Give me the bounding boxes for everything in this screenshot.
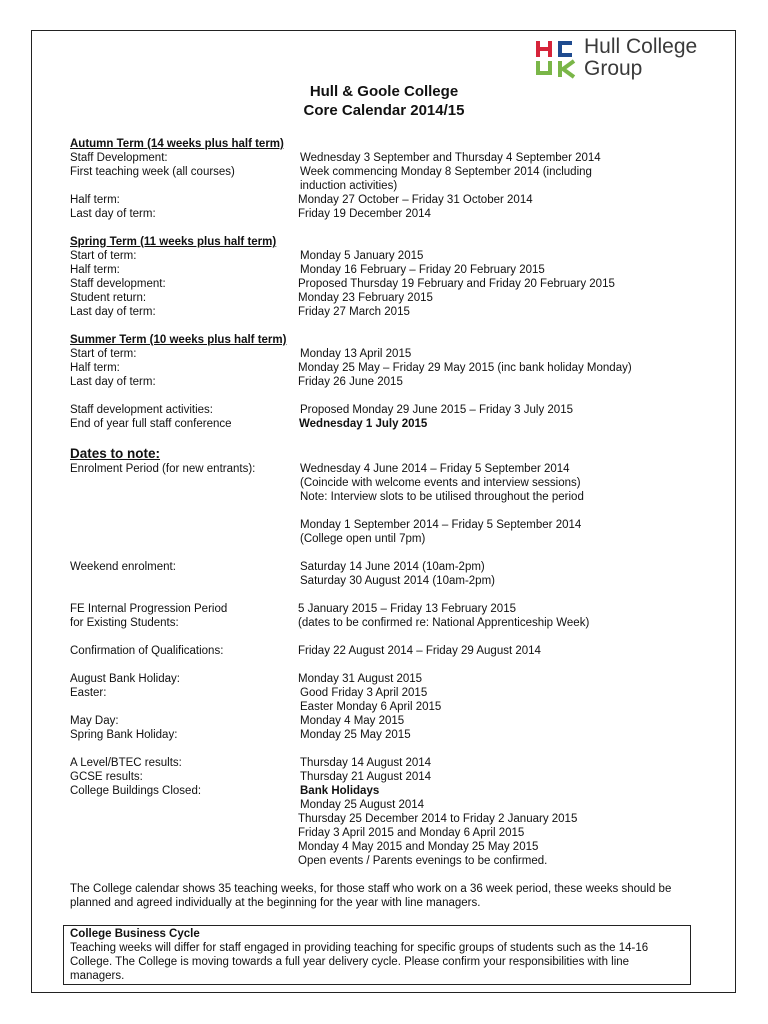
enrolment-line: (College open until 7pm) (300, 533, 426, 545)
easter-line: Good Friday 3 April 2015 (300, 687, 428, 699)
teaching-weeks-note: The College calendar shows 35 teaching weeks, for those staff who work on a 36 week period, these weeks should be planned and agreed individually at the beginning for the year with line managers. (70, 883, 672, 909)
logo-line-2: Group (584, 57, 643, 80)
autumn-value: Wednesday 3 September and Thursday 4 September 2014 (300, 152, 601, 164)
logo-text (584, 36, 697, 80)
autumn-value-cont: induction activities) (300, 180, 398, 192)
enrolment-label: Enrolment Period (for new entrants): (70, 463, 256, 475)
closed-line: Monday 25 August 2014 (300, 799, 425, 811)
weekend-enrolment-label: Weekend enrolment: (70, 561, 176, 573)
autumn-value: Week commencing Monday 8 September 2014 (including (300, 166, 592, 178)
summer-value: Monday 25 May – Friday 29 May 2015 (inc bank holiday Monday) (298, 362, 632, 374)
weekend-line: Saturday 14 June 2014 (10am-2pm) (300, 561, 485, 573)
may-day-label: May Day: (70, 715, 119, 727)
august-bank-holiday-value: Monday 31 August 2015 (298, 673, 423, 685)
easter-line: Easter Monday 6 April 2015 (300, 701, 442, 713)
spring-value: Monday 23 February 2015 (298, 292, 433, 304)
fe-line: (dates to be confirmed re: National Apprenticeship Week) (298, 617, 590, 629)
closed-line: Thursday 25 December 2014 to Friday 2 January 2015 (298, 813, 578, 825)
spring-bank-holiday-value: Monday 25 May 2015 (300, 729, 411, 741)
enrolment-line: Note: Interview slots to be utilised throughout the period (300, 491, 584, 503)
alevel-results-value: Thursday 14 August 2014 (300, 757, 432, 769)
spring-value: Friday 27 March 2015 (298, 306, 410, 318)
closed-line: Friday 3 April 2015 and Monday 6 April 2015 (298, 827, 525, 839)
spring-term-heading: Spring Term (11 weeks plus half term) (70, 236, 277, 248)
closed-line: Monday 4 May 2015 and Monday 25 May 2015 (298, 841, 539, 853)
enrolment-line: Wednesday 4 June 2014 – Friday 5 September 2014 (300, 463, 570, 475)
autumn-label: Last day of term: (70, 208, 156, 220)
autumn-label: Half term: (70, 194, 120, 206)
summer-term-heading: Summer Term (10 weeks plus half term) (70, 334, 287, 346)
spring-value: Monday 16 February – Friday 20 February 2015 (300, 264, 545, 276)
summer-value: Proposed Monday 29 June 2015 – Friday 3 July 2015 (300, 404, 573, 416)
gcse-results-value: Thursday 21 August 2014 (300, 771, 432, 783)
summer-value: Friday 26 June 2015 (298, 376, 403, 388)
document-title: Hull & Goole College (309, 83, 459, 100)
fe-progression-label: FE Internal Progression Period (70, 603, 228, 615)
buildings-closed-label: College Buildings Closed: (70, 785, 202, 797)
spring-bank-holiday-label: Spring Bank Holiday: (70, 729, 178, 741)
summer-label: Last day of term: (70, 376, 156, 388)
weekend-line: Saturday 30 August 2014 (10am-2pm) (300, 575, 495, 587)
summer-label: Staff development activities: (70, 404, 213, 416)
spring-value: Proposed Thursday 19 February and Friday 20 February 2015 (298, 278, 615, 290)
spring-value: Monday 5 January 2015 (300, 250, 424, 262)
easter-label: Easter: (70, 687, 107, 699)
summer-label: Start of term: (70, 348, 137, 360)
business-cycle-text: Teaching weeks will differ for staff engaged in providing teaching for specific groups of students such as the 14-16 College. The College is moving towards a full year delivery cycle. Please confirm your responsibilities with line managers. (70, 942, 649, 982)
alevel-results-label: A Level/BTEC results: (70, 757, 182, 769)
spring-label: Last day of term: (70, 306, 156, 318)
summer-label: Half term: (70, 362, 120, 374)
business-cycle-title: College Business Cycle (70, 928, 200, 940)
autumn-label: Staff Development: (70, 152, 168, 164)
hcuk-logo-mark-icon (536, 39, 576, 79)
august-bank-holiday-label: August Bank Holiday: (70, 673, 180, 685)
enrolment-line: (Coincide with welcome events and interview sessions) (300, 477, 581, 489)
closed-line: Open events / Parents evenings to be confirmed. (298, 855, 548, 867)
autumn-value: Friday 19 December 2014 (298, 208, 431, 220)
autumn-value: Monday 27 October – Friday 31 October 2014 (298, 194, 533, 206)
logo-line-1: Hull College (584, 35, 698, 58)
spring-label: Student return: (70, 292, 147, 304)
may-day-value: Monday 4 May 2015 (300, 715, 405, 727)
summer-label: End of year full staff conference (70, 418, 232, 430)
bank-holidays-heading: Bank Holidays (300, 785, 380, 797)
confirmation-value: Friday 22 August 2014 – Friday 29 August 2014 (298, 645, 541, 657)
autumn-label: First teaching week (all courses) (70, 166, 235, 178)
summer-value: Monday 13 April 2015 (300, 348, 412, 360)
fe-line: 5 January 2015 – Friday 13 February 2015 (298, 603, 516, 615)
dates-to-note-heading: Dates to note: (70, 446, 161, 461)
spring-label: Half term: (70, 264, 120, 276)
fe-progression-label-2: for Existing Students: (70, 617, 179, 629)
enrolment-line: Monday 1 September 2014 – Friday 5 September 2014 (300, 519, 582, 531)
confirmation-label: Confirmation of Qualifications: (70, 645, 224, 657)
document-subtitle: Core Calendar 2014/15 (303, 102, 465, 119)
spring-label: Start of term: (70, 250, 137, 262)
hull-college-group-logo (536, 37, 736, 83)
gcse-results-label: GCSE results: (70, 771, 143, 783)
spring-label: Staff development: (70, 278, 166, 290)
autumn-term-heading: Autumn Term (14 weeks plus half term) (70, 138, 284, 150)
summer-value: Wednesday 1 July 2015 (299, 418, 428, 430)
